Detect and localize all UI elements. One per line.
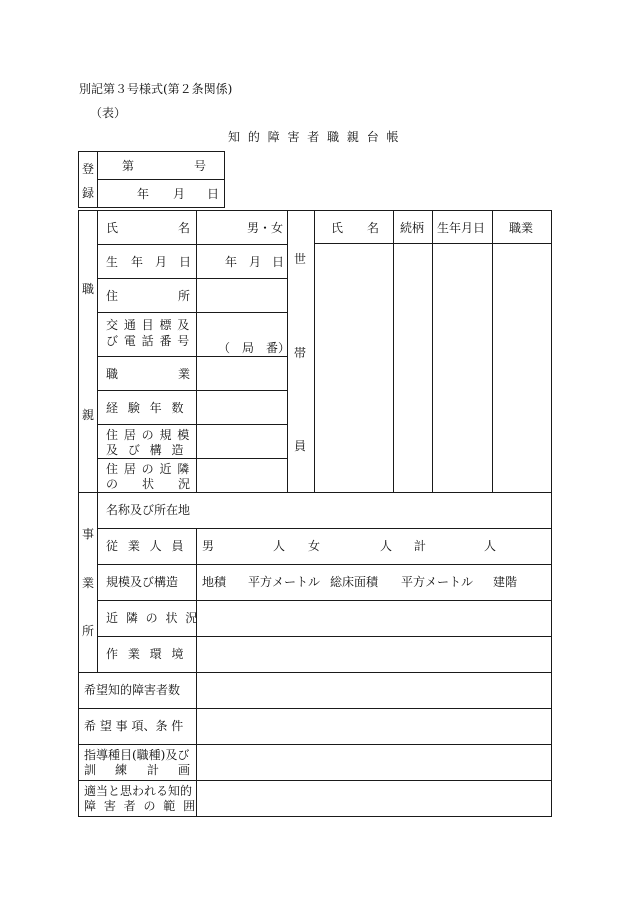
business-label-1: 事 (82, 527, 95, 541)
birth-year: 年 (225, 255, 238, 269)
name-label-b: 名 (178, 221, 191, 235)
scale-stories: 建階 (493, 575, 518, 589)
business-neighbor-label: 近 隣 の 状 況 (106, 611, 200, 625)
side-label: （表） (90, 106, 127, 120)
birth-label-1: 生 (106, 255, 119, 269)
shokushin-label-2: 親 (82, 408, 95, 422)
household-col-job: 職業 (509, 221, 534, 235)
business-name-label: 名称及び所在地 (106, 503, 191, 517)
name-label-a: 氏 (106, 221, 119, 235)
neighbor-label-1: 住 居 の 近 隣 (106, 462, 191, 476)
staff-person-1: 人 (273, 539, 286, 553)
transport-label-1: 交 通 目 標 及 (106, 318, 191, 332)
house-label-1: 住 居 の 規 模 (106, 428, 191, 442)
transport-label-2: び 電 話 番 号 (106, 334, 191, 348)
registration-day: 日 (207, 187, 220, 201)
registration-number-suffix: 号 (194, 159, 207, 173)
address-label-a: 住 (106, 289, 119, 303)
staff-label: 従 業 人 員 (106, 539, 187, 553)
guidance-label-2b: 練 (115, 763, 128, 777)
staff-female: 女 (308, 539, 321, 553)
neighbor-label-2b: 状 (142, 477, 155, 491)
registration-label-1: 登 (82, 162, 95, 176)
work-environment-label: 作 業 環 境 (106, 647, 187, 661)
scale-floor: 総床面積 (330, 575, 379, 589)
scale-sqm-1: 平方メートル (248, 575, 321, 589)
scale-label: 規模及び構造 (106, 575, 179, 589)
guidance-label-2a: 訓 (84, 763, 97, 777)
guidance-label-1: 指導種目(職種)及び (84, 748, 190, 762)
household-col-birth: 生年月日 (437, 221, 486, 235)
household-label-2: 帯 (294, 346, 307, 360)
household-col-name-a: 氏 (331, 221, 344, 235)
birth-label-2: 年 (131, 255, 144, 269)
desired-count-label: 希望知的障害者数 (84, 683, 181, 697)
registration-label-2: 録 (82, 186, 95, 200)
staff-person-2: 人 (380, 539, 393, 553)
sex-field: 男・女 (247, 221, 284, 235)
guidance-label-2c: 計 (147, 763, 160, 777)
registration-month: 月 (173, 187, 186, 201)
address-label-b: 所 (178, 289, 191, 303)
birth-day: 日 (272, 255, 285, 269)
registration-number-prefix: 第 (122, 159, 135, 173)
house-label-2: 及 び 構 造 (106, 443, 187, 457)
shokushin-label-1: 職 (82, 282, 95, 296)
form-reference: 別記第３号様式(第２条関係) (79, 82, 233, 96)
page-title: 知 的 障 害 者 職 親 台 帳 (228, 130, 401, 144)
household-col-name-b: 名 (367, 221, 380, 235)
job-label-b: 業 (178, 367, 191, 381)
registration-year: 年 (137, 187, 150, 201)
business-label-2: 業 (82, 576, 95, 590)
scale-land: 地積 (202, 575, 227, 589)
range-label-1: 適当と思われる知的 (84, 784, 193, 798)
experience-label: 経 験 年 数 (106, 401, 187, 415)
staff-person-3: 人 (484, 539, 497, 553)
guidance-label-2d: 画 (178, 763, 191, 777)
staff-male: 男 (202, 539, 215, 553)
birth-month: 月 (249, 255, 262, 269)
staff-total: 計 (414, 539, 427, 553)
phone-field: （ 局 番） (218, 341, 291, 355)
household-label-1: 世 (294, 252, 307, 266)
business-label-3: 所 (82, 624, 95, 638)
household-label-3: 員 (294, 439, 307, 453)
birth-label-4: 日 (179, 255, 192, 269)
desired-terms-label: 希 望 事 項、条 件 (84, 719, 184, 733)
scale-sqm-2: 平方メートル (401, 575, 474, 589)
household-col-relation: 続柄 (400, 221, 425, 235)
range-label-2: 障 害 者 の 範 囲 (84, 799, 198, 813)
birth-label-3: 月 (155, 255, 168, 269)
job-label-a: 職 (106, 367, 119, 381)
neighbor-label-2c: 況 (178, 477, 191, 491)
neighbor-label-2a: の (106, 477, 119, 491)
